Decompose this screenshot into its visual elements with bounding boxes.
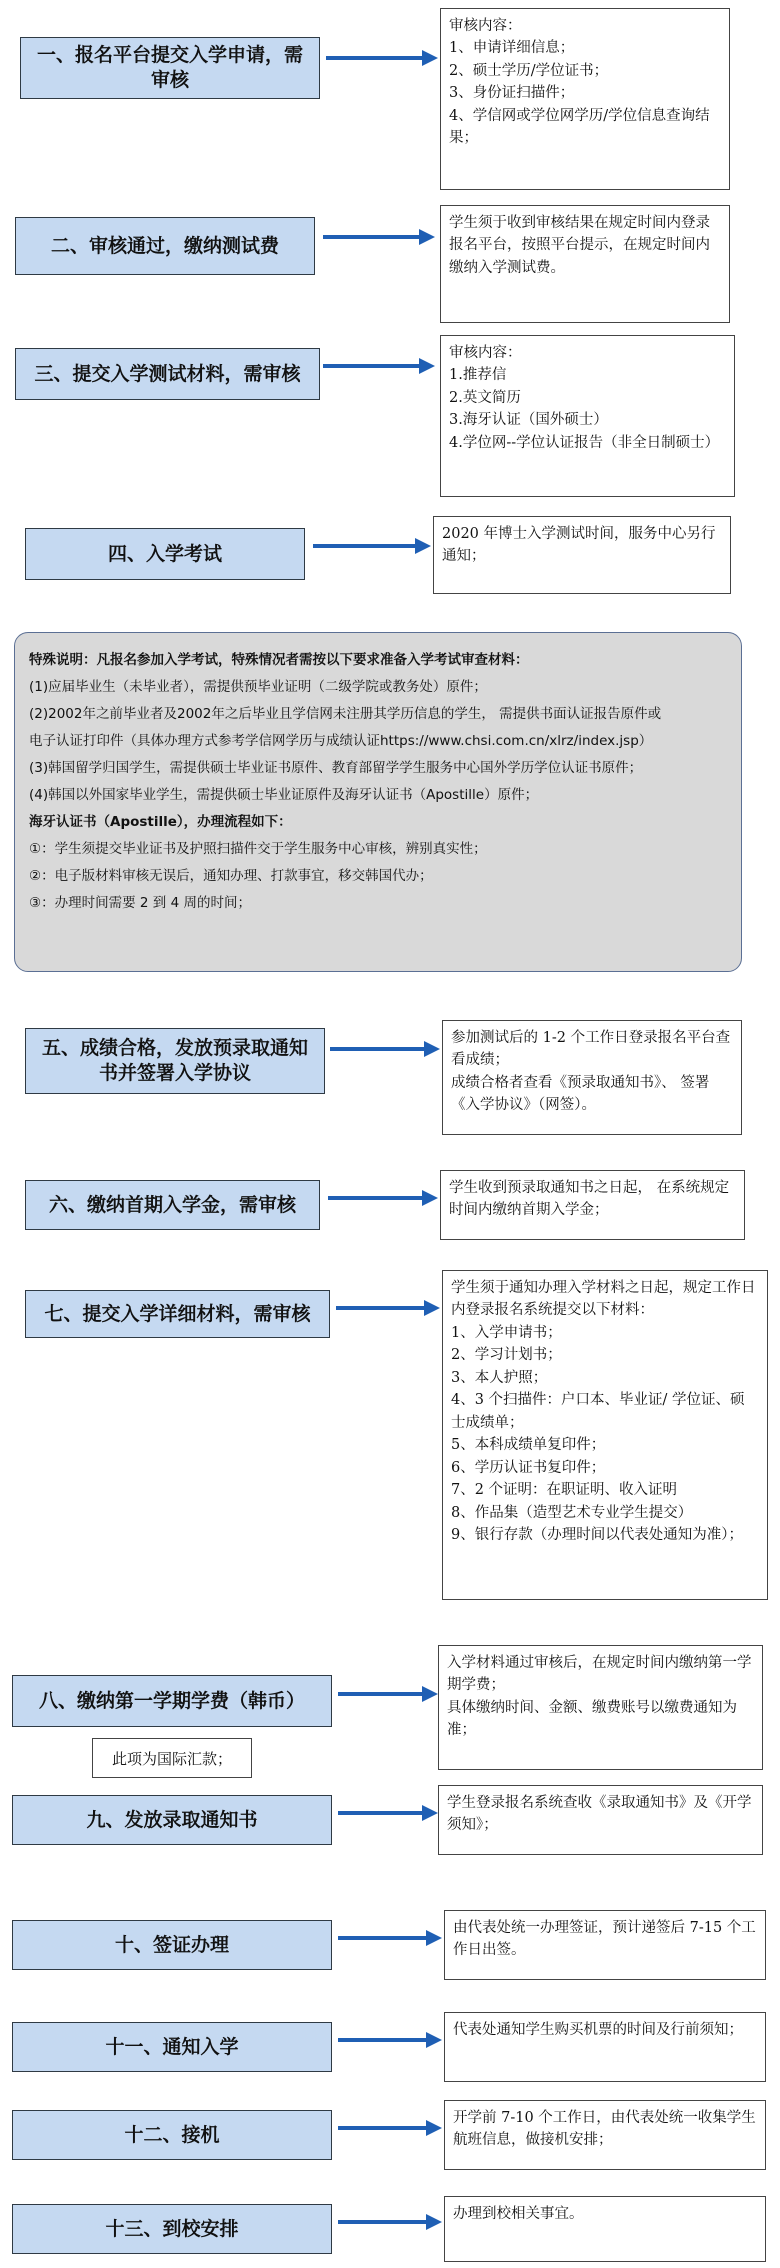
arrow-right-icon <box>338 2120 442 2136</box>
step-7-detail-line: 5、本科成绩单复印件； <box>451 1437 606 1454</box>
intl-transfer-note <box>92 1738 252 1778</box>
step-7-detail-line: 学生须于通知办理入学材料之日起，规定工作日内登录报名系统提交以下材料： <box>451 1280 756 1319</box>
step-7-detail-line: 9、银行存款（办理时间以代表处通知为准）； <box>451 1527 743 1544</box>
step-6-detail-line: 学生收到预录取通知书之日起， 在系统规定时间内缴纳首期入学金； <box>449 1180 730 1219</box>
step-7-detail-line: 1、入学申请书； <box>451 1324 562 1341</box>
step-11-detail-line: 代表处通知学生购买机票的时间及行前须知； <box>453 2022 743 2038</box>
step-5-detail <box>442 1020 742 1135</box>
special-note-item: (4)韩国以外国家毕业学生，需提供硕士毕业证原件及海牙认证书（Apostille）原件； <box>29 787 539 803</box>
step-9 <box>12 1795 332 1845</box>
step-5 <box>25 1028 325 1094</box>
step-13-label: 十三、到校安排 <box>105 2217 239 2240</box>
step-11-detail <box>444 2012 766 2082</box>
step-7-detail-line: 7、2 个证明：在职证明、收入证明 <box>451 1482 678 1499</box>
step-2 <box>15 217 315 275</box>
step-7-detail-line: 3、本人护照； <box>451 1369 548 1386</box>
step-10-label: 十、签证办理 <box>114 1933 229 1956</box>
step-7-detail-line: 8、作品集（造型艺术专业学生提交） <box>451 1504 693 1521</box>
step-9-detail-line: 学生登录报名系统查收《录取通知书》及《开学须知》； <box>447 1795 752 1834</box>
step-4 <box>25 528 305 580</box>
step-12-label: 十二、接机 <box>124 2123 220 2146</box>
arrow-right-icon <box>338 1930 442 1946</box>
step-7-detail-line: 4、3 个扫描件：户口本、毕业证/ 学位证、硕士成绩单； <box>451 1392 745 1431</box>
step-3 <box>15 348 320 400</box>
step-7-label: 七、提交入学详细材料，需审核 <box>44 1302 311 1325</box>
step-1-detail-line: 3、身份证扫描件； <box>449 85 575 102</box>
apostille-item: ③：办理时间需要 2 到 4 周的时间； <box>29 895 251 911</box>
step-3-detail-line: 1.推荐信 <box>449 367 507 384</box>
step-6 <box>25 1180 320 1230</box>
arrow-right-icon <box>328 1190 438 1206</box>
step-7-detail <box>442 1270 768 1600</box>
step-4-detail <box>433 516 731 594</box>
step-11 <box>12 2022 332 2072</box>
step-8-label: 八、缴纳第一学期学费（韩币） <box>38 1689 305 1712</box>
step-6-detail <box>440 1170 745 1240</box>
arrow-right-icon <box>336 1300 440 1316</box>
arrow-right-icon <box>338 2214 442 2230</box>
step-3-detail-line: 2.英文简历 <box>449 389 521 406</box>
special-note-panel <box>14 632 742 972</box>
step-7-detail-line: 6、学历认证书复印件； <box>451 1459 606 1476</box>
step-2-label: 二、审核通过，缴纳测试费 <box>50 234 279 257</box>
arrow-right-icon <box>313 538 431 554</box>
step-1-label: 一、报名平台提交入学申请，需审核 <box>36 44 303 91</box>
step-1-detail-line: 审核内容： <box>449 18 522 34</box>
arrow-right-icon <box>323 229 435 245</box>
step-8-detail <box>438 1645 763 1770</box>
step-8-detail-line: 入学材料通过审核后，在规定时间内缴纳第一学期学费； <box>447 1655 752 1694</box>
step-1-detail <box>440 8 730 190</box>
step-1-detail-line: 1、申请详细信息； <box>449 40 575 57</box>
special-note-item: (2)2002年之前毕业者及2002年之后毕业且学信网未注册其学历信息的学生， 需提供书面认证报告原件或 <box>29 706 662 722</box>
special-note-item: (1)应届毕业生（未毕业者），需提供预毕业证明（二级学院或教务处）原件； <box>29 679 487 695</box>
step-3-label: 三、提交入学测试材料，需审核 <box>34 362 301 385</box>
step-11-label: 十一、通知入学 <box>105 2035 239 2058</box>
step-5-detail-line: 成绩合格者查看《预录取通知书》、 签署《入学协议》（网签）。 <box>451 1074 710 1114</box>
step-13 <box>12 2204 332 2254</box>
step-3-detail-line: 4.学位网--学位认证报告（非全日制硕士） <box>449 434 720 451</box>
special-note-title: 特殊说明：凡报名参加入学考试，特殊情况者需按以下要求准备入学考试审查材料： <box>29 652 529 668</box>
step-8-detail-line: 具体缴纳时间、金额、缴费账号以缴费通知为准； <box>447 1699 737 1739</box>
step-5-detail-line: 参加测试后的 1-2 个工作日登录报名平台查看成绩； <box>451 1030 731 1069</box>
step-7-detail-line: 2、学习计划书； <box>451 1347 562 1364</box>
step-1-detail-line: 2、硕士学历/学位证书； <box>449 62 609 79</box>
arrow-right-icon <box>338 1686 438 1702</box>
step-3-detail <box>440 335 735 497</box>
apostille-item: ②：电子版材料审核无误后，通知办理、打款事宜，移交韩国代办； <box>29 868 433 884</box>
step-10 <box>12 1920 332 1970</box>
step-9-detail <box>438 1785 763 1855</box>
step-8 <box>12 1675 332 1727</box>
arrow-right-icon <box>338 1805 438 1821</box>
step-1-detail-line: 4、学信网或学位网学历/学位信息查询结果； <box>449 107 710 147</box>
step-3-detail-line: 审核内容： <box>449 345 522 361</box>
step-2-detail-line: 学生须于收到审核结果在规定时间内登录报名平台，按照平台提示，在规定时间内缴纳入学测试费。 <box>449 215 710 276</box>
arrow-right-icon <box>330 1041 440 1057</box>
arrow-right-icon <box>326 50 438 66</box>
step-13-detail <box>444 2196 766 2262</box>
step-7 <box>25 1290 330 1338</box>
step-6-label: 六、缴纳首期入学金，需审核 <box>48 1193 296 1216</box>
step-9-label: 九、发放录取通知书 <box>86 1808 258 1831</box>
step-10-detail <box>444 1910 766 1980</box>
apostille-title: 海牙认证书（Apostille），办理流程如下： <box>29 814 292 830</box>
step-12-detail-line: 开学前 7-10 个工作日，由代表处统一收集学生航班信息，做接机安排； <box>453 2110 756 2149</box>
arrow-right-icon <box>323 358 435 374</box>
intl-transfer-note-text: 此项为国际汇款； <box>111 1749 232 1768</box>
step-4-label: 四、入学考试 <box>107 542 222 565</box>
step-5-label: 五、成绩合格，发放预录取通知书并签署入学协议 <box>41 1037 308 1084</box>
step-4-detail-line: 2020 年博士入学测试时间，服务中心另行通知； <box>442 526 716 565</box>
arrow-right-icon <box>338 2032 442 2048</box>
special-note-item: (3)韩国留学归国学生，需提供硕士毕业证书原件、教育部留学学生服务中心国外学历学位认证书原件； <box>29 760 643 776</box>
step-13-detail-line: 办理到校相关事宜。 <box>453 2206 584 2222</box>
step-1 <box>20 37 320 99</box>
step-12 <box>12 2110 332 2160</box>
step-10-detail-line: 由代表处统一办理签证，预计递签后 7-15 个工作日出签。 <box>453 1920 756 1959</box>
special-note-item: 电子认证打印件（具体办理方式参考学信网学历与成绩认证https://www.chsi.com.cn/xlrz/index.jsp） <box>29 733 653 749</box>
step-2-detail <box>440 205 730 323</box>
step-3-detail-line: 3.海牙认证（国外硕士） <box>449 412 608 429</box>
apostille-item: ①：学生须提交毕业证书及护照扫描件交于学生服务中心审核，辨别真实性； <box>29 841 487 857</box>
step-12-detail <box>444 2100 766 2170</box>
